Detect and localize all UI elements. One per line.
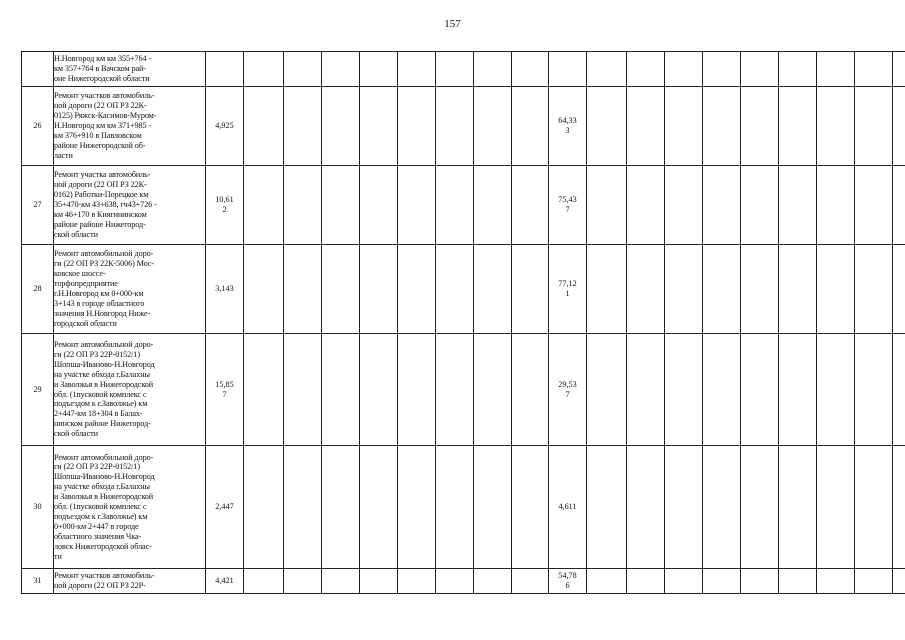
empty-cell	[587, 334, 627, 446]
empty-cell	[893, 87, 905, 166]
empty-cell	[360, 569, 398, 594]
empty-cell	[779, 446, 817, 569]
empty-cell	[512, 569, 549, 594]
empty-cell	[703, 245, 741, 334]
empty-cell	[474, 87, 512, 166]
empty-cell	[512, 446, 549, 569]
empty-cell	[398, 334, 436, 446]
empty-cell	[665, 334, 703, 446]
empty-cell	[627, 334, 665, 446]
empty-cell	[741, 446, 779, 569]
empty-cell	[474, 446, 512, 569]
empty-cell	[436, 166, 474, 245]
description-cell: Н.Новгород км км 355+764 - км 357+764 в Вачском рай- оне Нижегородской области	[54, 52, 206, 87]
empty-cell	[665, 569, 703, 594]
empty-cell	[855, 52, 893, 87]
empty-cell	[322, 166, 360, 245]
empty-cell	[779, 166, 817, 245]
page-number: 157	[444, 18, 461, 30]
empty-cell	[817, 87, 855, 166]
empty-cell	[855, 569, 893, 594]
table-body	[22, 52, 905, 594]
amount-value-cell: 29,53 7	[549, 334, 587, 446]
empty-cell	[627, 569, 665, 594]
table-row	[22, 245, 905, 334]
description-cell: Ремонт автомобильной доро- ги (22 ОП РЗ 22К-5006) Мос- ковское шоссе- торфопредприятие г.Н.Новгород км 0+000-км 3+143 в городе областного значения Н.Новгород Ниже- городской области	[54, 245, 206, 334]
description-cell: Ремонт участка автомобиль- ной дороги (22 ОП РЗ 22К- 0162) Работки-Порецкое км 35+470-км 43+638, гч43+726 - км 46+170 в Княгининском районе районе Нижегород- ской области	[54, 166, 206, 245]
empty-cell	[284, 334, 322, 446]
empty-cell	[360, 166, 398, 245]
empty-cell	[244, 166, 284, 245]
empty-cell	[284, 166, 322, 245]
empty-cell	[436, 569, 474, 594]
empty-cell	[244, 446, 284, 569]
empty-cell	[779, 245, 817, 334]
empty-cell	[741, 87, 779, 166]
empty-cell	[244, 569, 284, 594]
empty-cell	[587, 245, 627, 334]
row-number-cell: 29	[22, 334, 54, 446]
empty-cell	[398, 569, 436, 594]
empty-cell	[360, 446, 398, 569]
empty-cell	[893, 334, 905, 446]
table-row	[22, 166, 905, 245]
empty-cell	[665, 245, 703, 334]
empty-cell	[855, 446, 893, 569]
table-row	[22, 87, 905, 166]
empty-cell	[665, 446, 703, 569]
amount-value-cell: 64,33 3	[549, 87, 587, 166]
empty-cell	[817, 166, 855, 245]
empty-cell	[512, 52, 549, 87]
empty-cell	[627, 87, 665, 166]
length-value-cell: 4,925	[206, 87, 244, 166]
empty-cell	[665, 52, 703, 87]
empty-cell	[893, 52, 905, 87]
empty-cell	[703, 446, 741, 569]
empty-cell	[587, 569, 627, 594]
empty-cell	[436, 52, 474, 87]
empty-cell	[627, 166, 665, 245]
empty-cell	[741, 166, 779, 245]
empty-cell	[284, 52, 322, 87]
empty-cell	[855, 245, 893, 334]
empty-cell	[665, 166, 703, 245]
amount-value-cell: 4,611	[549, 446, 587, 569]
empty-cell	[244, 245, 284, 334]
empty-cell	[779, 569, 817, 594]
empty-cell	[474, 334, 512, 446]
empty-cell	[284, 446, 322, 569]
empty-cell	[360, 87, 398, 166]
empty-cell	[779, 87, 817, 166]
empty-cell	[512, 166, 549, 245]
empty-cell	[512, 334, 549, 446]
amount-value-cell: 54,78 6	[549, 569, 587, 594]
empty-cell	[398, 52, 436, 87]
empty-cell	[817, 52, 855, 87]
empty-cell	[360, 52, 398, 87]
empty-cell	[855, 87, 893, 166]
empty-cell	[436, 334, 474, 446]
empty-cell	[741, 569, 779, 594]
table-row	[22, 446, 905, 569]
empty-cell	[627, 446, 665, 569]
length-value-cell: 3,143	[206, 245, 244, 334]
empty-cell	[244, 334, 284, 446]
row-number-cell: 28	[22, 245, 54, 334]
empty-cell	[587, 446, 627, 569]
empty-cell	[741, 52, 779, 87]
empty-cell	[322, 52, 360, 87]
length-value-cell: 4,421	[206, 569, 244, 594]
amount-value-cell: 77,12 1	[549, 245, 587, 334]
empty-cell	[436, 446, 474, 569]
empty-cell	[703, 334, 741, 446]
empty-cell	[741, 245, 779, 334]
row-number-cell: 27	[22, 166, 54, 245]
empty-cell	[817, 446, 855, 569]
empty-cell	[474, 245, 512, 334]
road-repair-table	[21, 51, 905, 594]
empty-cell	[817, 245, 855, 334]
row-number-cell: 30	[22, 446, 54, 569]
empty-cell	[703, 87, 741, 166]
empty-cell	[436, 245, 474, 334]
empty-cell	[587, 52, 627, 87]
empty-cell	[244, 87, 284, 166]
empty-cell	[322, 87, 360, 166]
length-value-cell: 2,447	[206, 446, 244, 569]
empty-cell	[512, 245, 549, 334]
length-value-cell: 15,85 7	[206, 334, 244, 446]
amount-value-cell	[549, 52, 587, 87]
empty-cell	[703, 52, 741, 87]
empty-cell	[893, 569, 905, 594]
row-number-cell	[22, 52, 54, 87]
empty-cell	[322, 446, 360, 569]
row-number-cell: 26	[22, 87, 54, 166]
empty-cell	[817, 334, 855, 446]
description-cell: Ремонт автомобильной доро- ги (22 ОП РЗ 22Р-0152/1) Шопша-Иваново-Н.Новгород на участке обхода г.Балахны и Заволжья в Нижегородской обл. (1пусковой комплекс с подъездом к г.Заволжье) км 0+000-км 2+447 в городе областного значения Чка- ловск Нижегородской облас- ти	[54, 446, 206, 569]
table-row	[22, 569, 905, 594]
empty-cell	[817, 569, 855, 594]
empty-cell	[587, 87, 627, 166]
empty-cell	[360, 245, 398, 334]
empty-cell	[322, 245, 360, 334]
empty-cell	[398, 245, 436, 334]
empty-cell	[703, 569, 741, 594]
empty-cell	[398, 166, 436, 245]
empty-cell	[855, 166, 893, 245]
empty-cell	[587, 166, 627, 245]
empty-cell	[893, 446, 905, 569]
empty-cell	[779, 334, 817, 446]
empty-cell	[474, 166, 512, 245]
length-value-cell	[206, 52, 244, 87]
empty-cell	[741, 334, 779, 446]
empty-cell	[322, 334, 360, 446]
description-cell: Ремонт участков автомобиль- ной дороги (22 ОП РЗ 22Р-	[54, 569, 206, 594]
empty-cell	[474, 569, 512, 594]
empty-cell	[284, 87, 322, 166]
table-row	[22, 334, 905, 446]
empty-cell	[855, 334, 893, 446]
empty-cell	[474, 52, 512, 87]
description-cell: Ремонт автомобильной доро- ги (22 ОП РЗ 22Р-0152/1) Шопша-Иваново-Н.Новгород на участке обхода г.Балахны и Заволжья в Нижегородской обл. (1пусковой комплекс с подъездом к г.Заволжье) км 2+447-км 18+304 в Балах- нинском районе Нижегород- ской области	[54, 334, 206, 446]
description-cell: Ремонт участков автомобиль- ной дороги (22 ОП РЗ 22К- 0125) Ряжск-Касимов-Муром- Н.Новгород км км 371+985 - км 376+910 в Павловском районе Нижегородской об- ласти	[54, 87, 206, 166]
empty-cell	[627, 52, 665, 87]
empty-cell	[360, 334, 398, 446]
empty-cell	[665, 87, 703, 166]
empty-cell	[893, 166, 905, 245]
table-row	[22, 52, 905, 87]
empty-cell	[398, 446, 436, 569]
empty-cell	[703, 166, 741, 245]
length-value-cell: 10,61 2	[206, 166, 244, 245]
amount-value-cell: 75,43 7	[549, 166, 587, 245]
empty-cell	[322, 569, 360, 594]
empty-cell	[779, 52, 817, 87]
empty-cell	[627, 245, 665, 334]
empty-cell	[284, 569, 322, 594]
empty-cell	[436, 87, 474, 166]
empty-cell	[244, 52, 284, 87]
empty-cell	[284, 245, 322, 334]
empty-cell	[398, 87, 436, 166]
empty-cell	[512, 87, 549, 166]
empty-cell	[893, 245, 905, 334]
row-number-cell: 31	[22, 569, 54, 594]
